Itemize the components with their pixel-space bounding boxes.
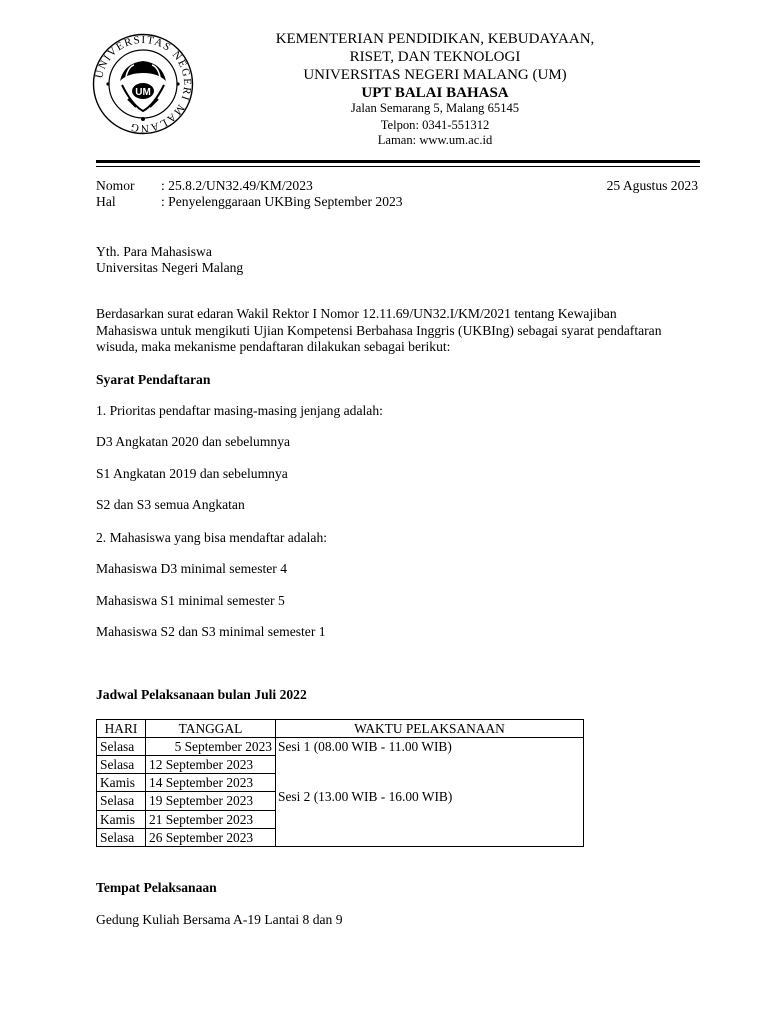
address: Jalan Semarang 5, Malang 65145 [350,101,520,115]
university-name: UNIVERSITAS NEGERI MALANG (UM) [303,67,567,83]
header-hari: HARI [97,720,146,738]
header-waktu: WAKTU PELAKSANAAN [276,720,584,738]
cell-date: 21 September 2023 [146,810,276,828]
header-tanggal: TANGGAL [146,720,276,738]
intro-paragraph: Berdasarkan surat edaran Wakil Rektor I Nomor 12.11.69/UN32.I/KM/2021 tentang Kewajiban Mahasiswa untuk mengikuti Ujian Kompetensi Berbahasa Inggris (UKBIng) sebagai syarat pendaftaran wisuda, maka mekanisme pendaftaran dilakukan sebagai berikut: [96,306,662,354]
hal-value: : Penyelenggaraan UKBing September 2023 [161,194,403,209]
cell-date: 26 September 2023 [146,828,276,846]
priority-item: D3 Angkatan 2020 dan sebelumnya [96,434,291,449]
unit-name: UPT BALAI BAHASA [361,85,509,101]
priority-heading: 1. Prioritas pendaftar masing-masing jenjang adalah: [96,403,383,418]
eligible-item: Mahasiswa S1 minimal semester 5 [96,593,285,608]
priority-item: S2 dan S3 semua Angkatan [96,497,245,512]
schedule-heading: Jadwal Pelaksanaan bulan Juli 2022 [96,687,307,702]
logo-ring-text: UNIVERSITAS NEGERI MALANG [93,33,194,135]
phone: Telpon: 0341-551312 [380,118,490,132]
schedule-table [96,719,584,847]
sessions-cell [276,738,584,847]
cell-date: 19 September 2023 [146,792,276,810]
cell-day: Selasa [97,828,146,846]
cell-date: 5 September 2023 [146,738,276,756]
letterhead-rule [96,160,700,163]
cell-date: 12 September 2023 [146,756,276,774]
table-header-row [97,720,584,738]
recipient-line-2: Universitas Negeri Malang [96,260,244,275]
letterhead-rule-thin [96,166,700,167]
cell-day: Kamis [97,810,146,828]
cell-date: 14 September 2023 [146,774,276,792]
table-row [97,738,584,756]
session-1: Sesi 1 (08.00 WIB - 11.00 WIB) [278,739,452,754]
priority-item: S1 Angkatan 2019 dan sebelumnya [96,466,288,481]
eligible-item: Mahasiswa S2 dan S3 minimal semester 1 [96,624,326,639]
eligible-item: Mahasiswa D3 minimal semester 4 [96,561,288,576]
cell-day: Selasa [97,738,146,756]
recipient-line-1: Yth. Para Mahasiswa [96,244,212,259]
nomor-label: Nomor [96,178,135,193]
website: Laman: www.um.ac.id [377,133,493,147]
ministry-line-2: RISET, DAN TEKNOLOGI [349,49,521,65]
nomor-value: : 25.8.2/UN32.49/KM/2023 [161,178,313,193]
cell-day: Selasa [97,756,146,774]
ministry-line-1: KEMENTERIAN PENDIDIKAN, KEBUDAYAAN, [275,31,595,47]
requirements-heading: Syarat Pendaftaran [96,372,211,387]
eligible-heading: 2. Mahasiswa yang bisa mendaftar adalah: [96,530,328,545]
letter-date: 25 Agustus 2023 [606,178,698,193]
venue-text: Gedung Kuliah Bersama A-19 Lantai 8 dan 9 [96,912,343,927]
cell-day: Selasa [97,792,146,810]
university-logo-icon [92,33,194,135]
cell-day: Kamis [97,774,146,792]
session-2: Sesi 2 (13.00 WIB - 16.00 WIB) [278,789,453,804]
hal-label: Hal [96,194,116,209]
venue-heading: Tempat Pelaksanaan [96,880,217,895]
logo-center-text: UM [135,87,151,98]
